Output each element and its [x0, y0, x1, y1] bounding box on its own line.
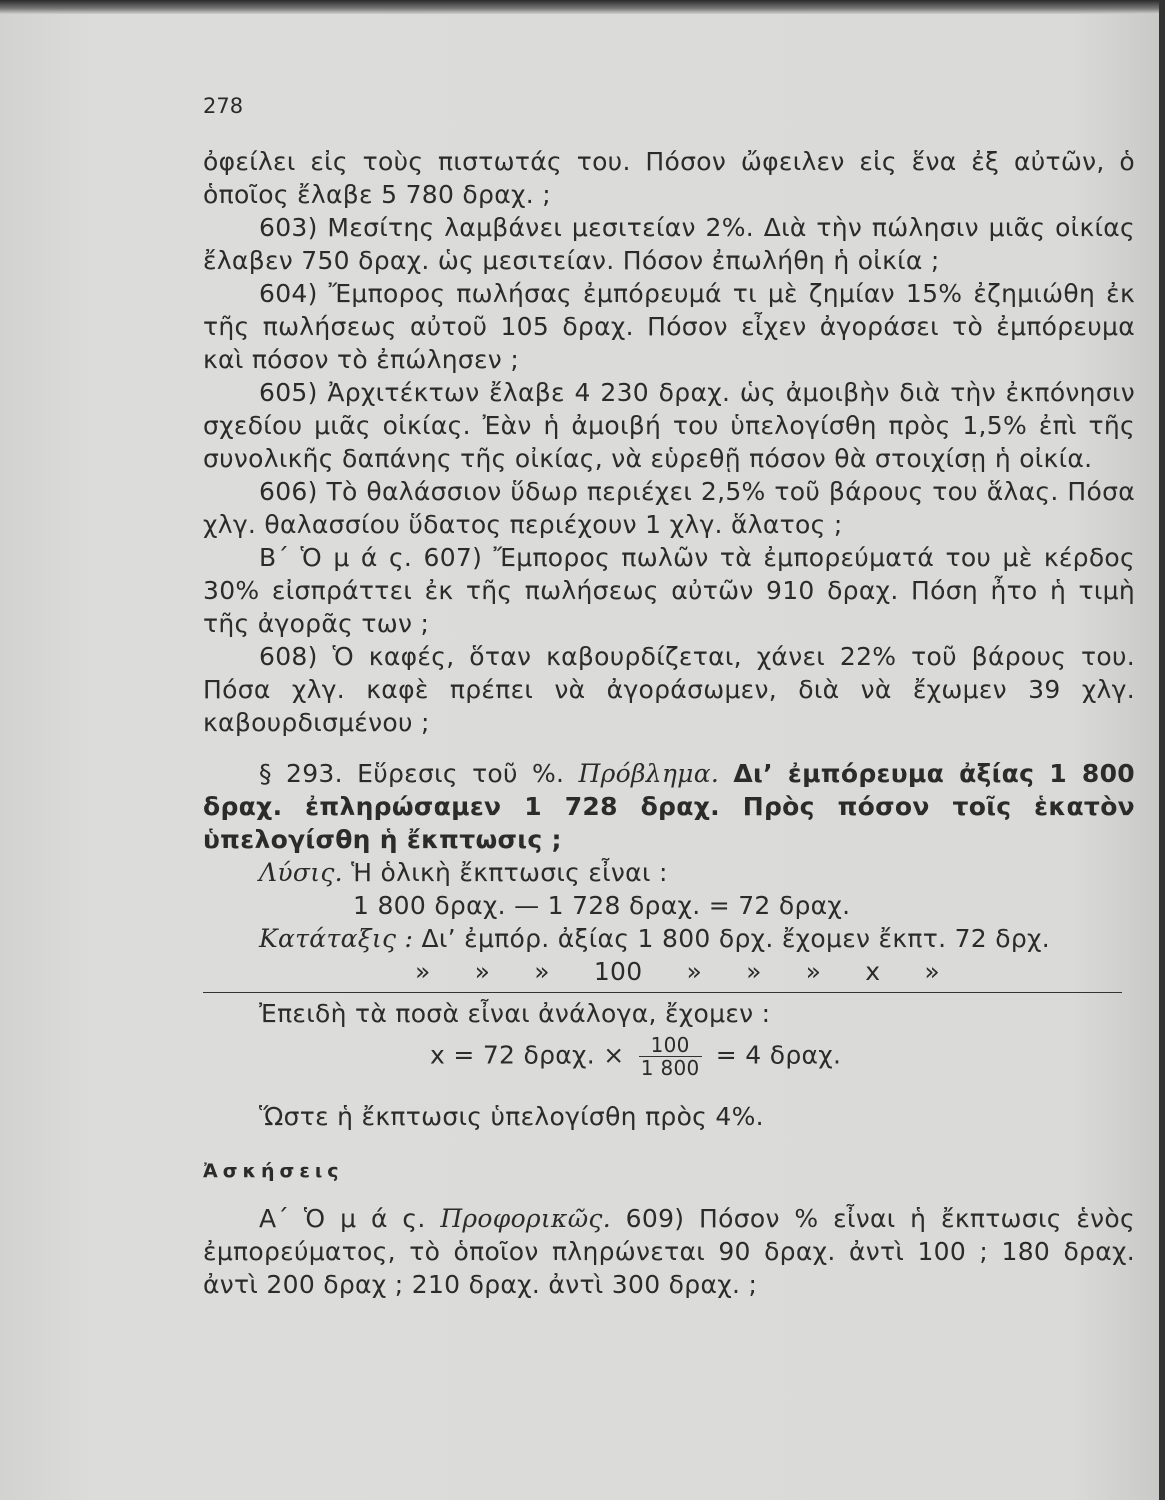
ditto-value-100: 100 — [593, 957, 643, 986]
ditto-row — [203, 955, 1122, 993]
problem-606: 606) Τὸ θαλάσσιον ὕδωρ περιέχει 2,5% τοῦ βάρους του ἅλας. Πόσα χλγ. θαλασσίου ὕδατος περιέχουν 1 χλγ. ἅλατος ; — [203, 477, 1135, 539]
ditto-mark: » — [534, 957, 550, 986]
formula — [203, 1034, 1135, 1100]
oral-label: Προφορικῶς. — [440, 1204, 611, 1233]
solution-line — [203, 856, 1135, 889]
ditto-mark: » — [474, 957, 491, 986]
scan-right-edge — [1159, 0, 1165, 1500]
problem-609-text: 609) Πόσον % εἶναι ἡ ἔκπτωσις ἑνὸς ἐμπορεύματος, τὸ ὁποῖον πληρώνεται 90 δραχ. ἀντὶ 100 ; 180 δραχ. ἀντὶ 200 δραχ ; 210 δραχ. ἀντὶ 300 δραχ. ; — [203, 1204, 1135, 1299]
problem-609 — [203, 1202, 1135, 1301]
ditto-mark: » — [686, 957, 703, 986]
arrangement-text: Δι’ ἐμπόρ. ἀξίας 1 800 δρχ. ἔχομεν ἔκπτ. 72 δρχ. — [421, 924, 1050, 953]
page-number: 278 — [203, 94, 244, 118]
arrangement-line — [203, 922, 1135, 955]
section-title: Εὕρεσις τοῦ %. — [357, 759, 565, 788]
problem-603: 603) Μεσίτης λαμβάνει μεσιτείαν 2%. Διὰ τὴν πώλησιν μιᾶς οἰκίας ἔλαβεν 750 δραχ. ὡς μεσιτείαν. Πόσον ἐπωλήθη ἡ οἰκία ; — [203, 213, 1135, 275]
fraction-numerator: 100 — [639, 1034, 702, 1057]
ditto-mark: » — [805, 957, 822, 986]
conclusion: Ὥστε ἡ ἔκπτωσις ὑπελογίσθη πρὸς 4%. — [259, 1102, 764, 1131]
paragraph-continuation: ὀφείλει εἰς τοὺς πιστωτάς του. Πόσον ὤφειλεν εἰς ἕνα ἐξ αὐτῶν, ὁ ὁποῖος ἔλαβε 5 780 δραχ. ; — [203, 147, 1135, 209]
ditto-mark: » — [746, 957, 762, 986]
section-293 — [203, 757, 1135, 856]
ditto-mark: » — [924, 957, 940, 986]
group-a-label: Α΄ Ὁ μ ά ς. — [259, 1204, 426, 1233]
exercises-heading: Ἀσκήσεις — [203, 1160, 344, 1182]
formula-right: = 4 δραχ. — [715, 1040, 842, 1070]
problem-607 — [203, 541, 1135, 640]
since-line: Ἐπειδὴ τὰ ποσὰ εἶναι ἀνάλογα, ἔχομεν : — [259, 999, 771, 1028]
page-body — [203, 145, 1135, 1301]
scan-top-edge — [0, 0, 1165, 14]
problem-607-text: 607) Ἔμπορος πωλῶν τὰ ἐμπορεύματά του μὲ κέρδος 30% εἰσπράττει ἐκ τῆς πωλήσεως αὐτῶν 910 δραχ. Πόση ἦτο ἡ τιμὴ τῆς ἀγορᾶς των ; — [203, 543, 1136, 638]
section-number: § 293. — [259, 759, 343, 788]
fraction — [639, 1034, 702, 1079]
ditto-mark: » — [415, 957, 431, 986]
group-b-label: Β΄ Ὁ μ ά ς. — [259, 543, 413, 572]
problem-608: 608) Ὁ καφές, ὅταν καβουρδίζεται, χάνει 22% τοῦ βάρους του. Πόσα χλγ. καφὲ πρέπει νὰ ἀγοράσωμεν, διὰ νὰ ἔχωμεν 39 χλγ. καβουρδισμένου ; — [203, 642, 1135, 737]
formula-left: x = 72 δραχ. × — [430, 1040, 625, 1070]
problem-605: 605) Ἀρχιτέκτων ἔλαβε 4 230 δραχ. ὡς ἀμοιβὴν διὰ τὴν ἐκπόνησιν σχεδίου μιᾶς οἰκίας. Ἐὰν ἡ ἀμοιβή του ὑπελογίσθη πρὸς 1,5% ἐπὶ τῆς συνολικῆς δαπάνης τῆς οἰκίας, νὰ εὑρεθῇ πόσον θὰ στοιχίσῃ ἡ οἰκία. — [203, 378, 1135, 473]
arrangement-label: Κατάταξις : — [259, 924, 414, 953]
solution-equation: 1 800 δραχ. — 1 728 δραχ. = 72 δραχ. — [353, 891, 851, 920]
problem-label: Πρόβλημα. — [578, 759, 720, 788]
solution-label: Λύσις. — [259, 858, 343, 887]
ditto-unknown-x: x — [865, 957, 881, 986]
solution-text: Ἡ ὁλικὴ ἔκπτωσις εἶναι : — [351, 858, 668, 887]
fraction-denominator: 1 800 — [640, 1056, 700, 1080]
problem-statement: Δι’ ἐμπόρευμα ἀξίας 1 800 δραχ. ἐπληρώσαμεν 1 728 δραχ. Πρὸς πόσον τοῖς ἑκατὸν ὑπελογίσθη ἡ ἔκπτωσις ; — [203, 759, 1135, 854]
problem-604: 604) Ἔμπορος πωλήσας ἐμπόρευμά τι μὲ ζημίαν 15% ἐζημιώθη ἐκ τῆς πωλήσεως αὐτοῦ 105 δραχ. Πόσον εἶχεν ἀγοράσει τὸ ἐμπόρευμα καὶ πόσον τὸ ἐπώλησεν ; — [203, 279, 1135, 374]
